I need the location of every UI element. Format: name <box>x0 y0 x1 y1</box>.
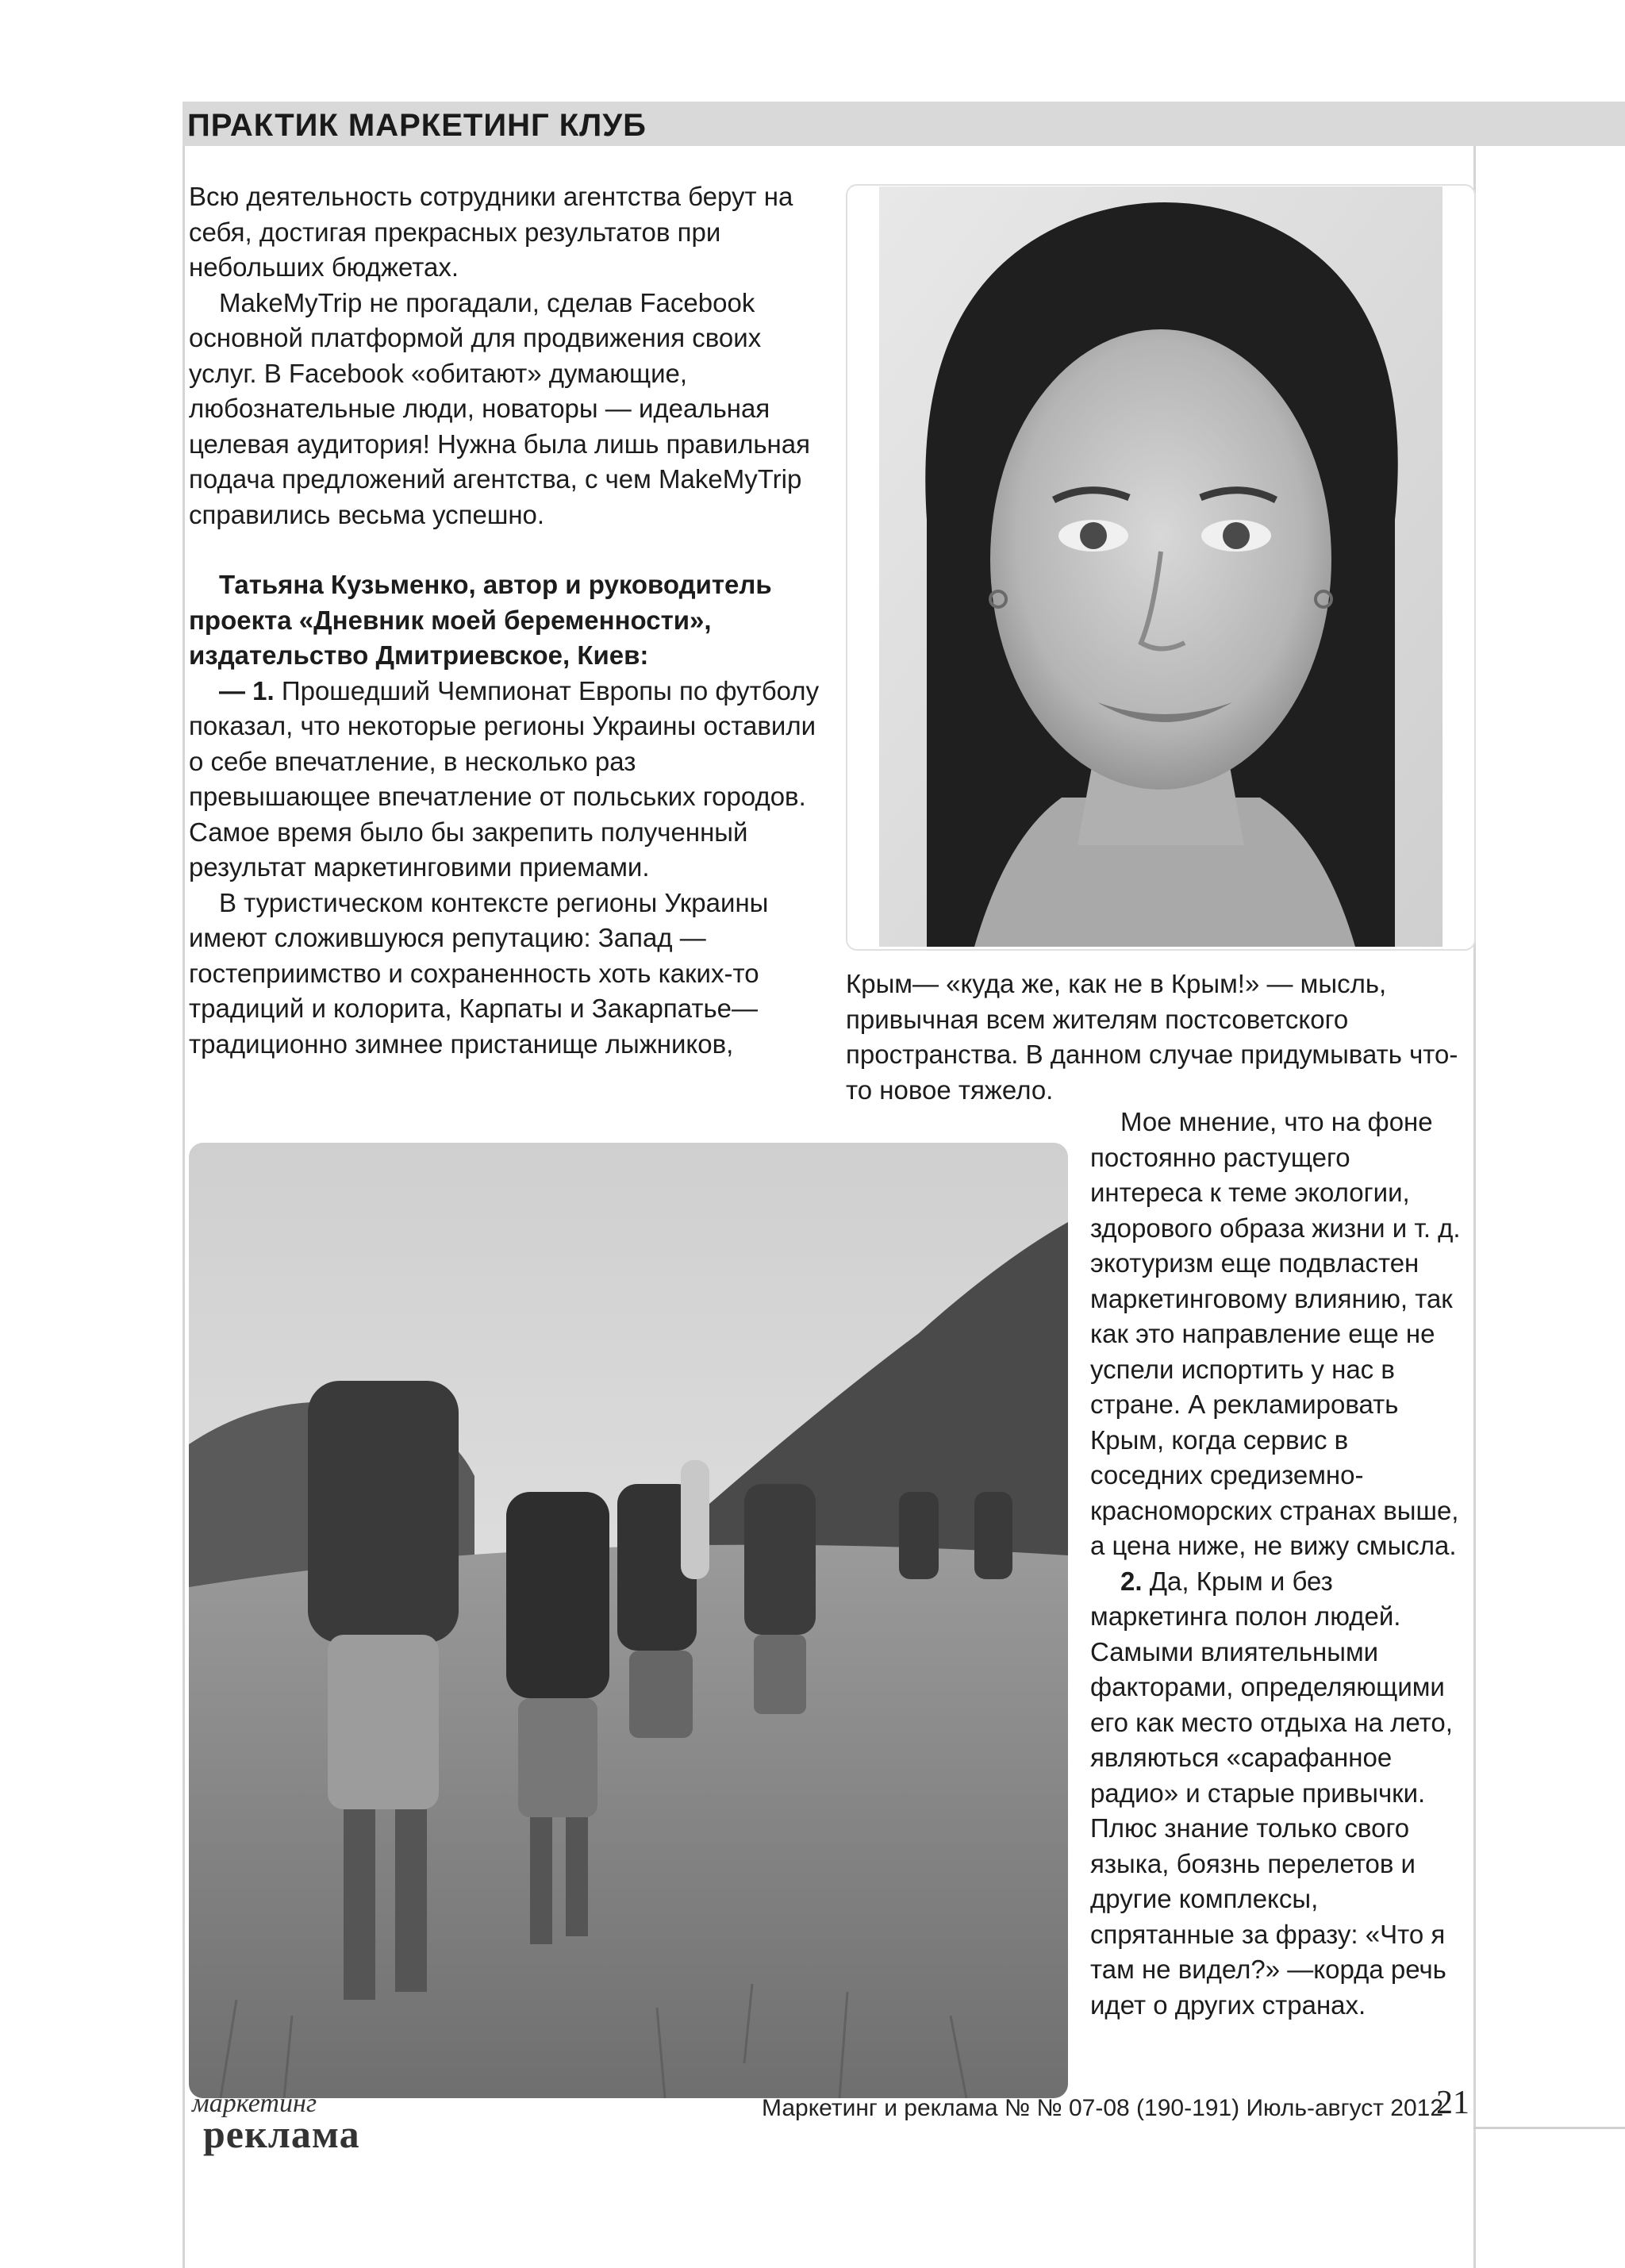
portrait-photo <box>879 186 1443 947</box>
paragraph <box>1090 1564 1463 2024</box>
author-credit: Татьяна Кузьменко, автор и руководитель проекта «Дневник моей беременности», издательство Дмитриевское, Киев: <box>189 570 772 670</box>
answer-text: Прошедший Чемпионат Европы по футболу показал, что некоторые регионы Украины оставили о себе впечатление, в несколько раз превышающее впечатление от польських городов. Самое время было бы закрепить полученный результат маркетинговими приемами. <box>189 675 820 882</box>
left-column <box>189 179 824 1062</box>
footer-rule <box>1473 2127 1625 2129</box>
paragraph: Мое мнение, что на фоне постоянно растущего интереса к теме экологии, здорового образа жизни и т. д. экотуризм еще подвластен маркетинговому влиянию, так как это направление еще не успели испортить у нас в стране. А рекламировать Крым, когда сервис в соседних средиземно-красноморских странах выше, а цена ниже, не вижу смысла. <box>1090 1107 1461 1560</box>
answer-number: — 1. <box>219 675 275 705</box>
left-margin-rule <box>182 146 185 2268</box>
caption-column <box>846 967 1473 1108</box>
page-number: 21 <box>1436 2085 1469 2121</box>
answer-text: Да, Крым и без маркетинга полон людей. Самыми влиятельными факторами, определяющими его как место отдыха на лето, являються «сарафанное радио» и старые привычки. Плюс знание только свого языка, боязнь перелетов и другие комплексы, спрятанные за фразу: «Что я там не видел?» —корда речь идет о других странах. <box>1090 1566 1453 2020</box>
paragraph: В туристическом контексте регионы Украины имеют сложившуюся репутацию: Запад — гостеприимство и сохраненность хоть каких-то традиций и колорита, Карпаты и Закарпатье— традиционно зимнее пристанище лыжников, <box>189 887 769 1059</box>
section-title: ПРАКТИК МАРКЕТИНГ КЛУБ <box>187 108 647 143</box>
logo-bottom-word: реклама <box>203 2112 360 2156</box>
paragraph: MakeMyTrip не прогадали, сделав Facebook основной платформой для продвижения своих услуг. В Facebook «обитают» думающие, любознательные люди, новаторы — идеальная целевая аудитория! Нужна была лишь правильная подача предложений агентства, с чем MakeMyTrip справились весьма успешно. <box>189 287 810 529</box>
paragraph: Крым— «куда же, как не в Крым!» — мысль, привычная всем жителям постсоветского пространства. В данном случае придумывать что-то новое тяжело. <box>846 969 1458 1105</box>
answer-number: 2. <box>1120 1566 1143 1596</box>
hikers-photo <box>189 1143 1068 2098</box>
logo-top-word: маркетинг <box>192 2089 317 2118</box>
paragraph <box>189 674 824 886</box>
right-column <box>1090 1105 1463 2023</box>
magazine-logo <box>189 2089 383 2156</box>
issue-info: Маркетинг и реклама № № 07-08 (190-191) Июль-август 2012 <box>762 2095 1444 2121</box>
paragraph: Всю деятельность сотрудники агентства берут на себя, достигая прекрасных результатов при небольших бюджетах. <box>189 182 793 282</box>
spacer <box>189 532 824 567</box>
